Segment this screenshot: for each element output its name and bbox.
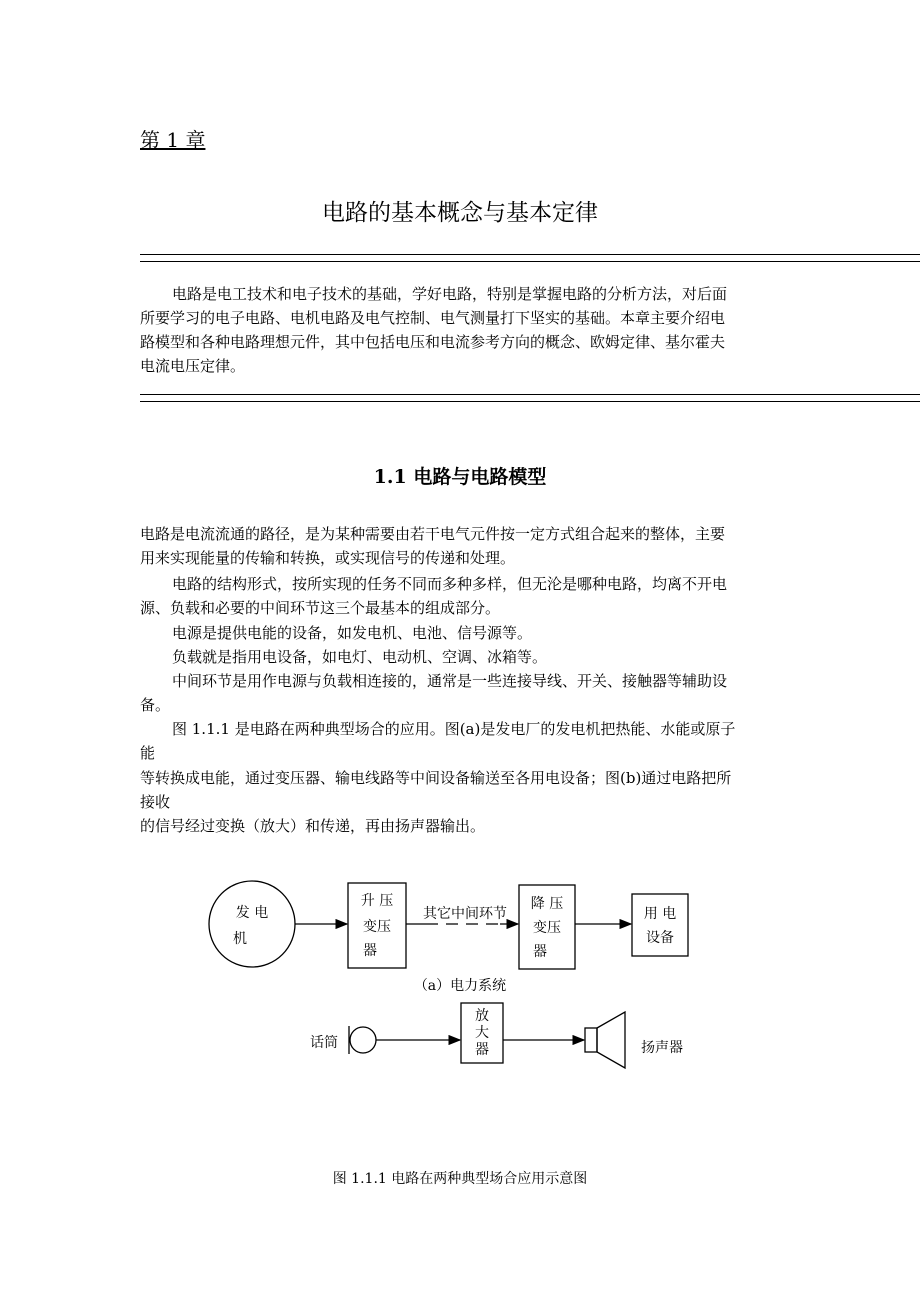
- body-line: 中间环节是用作电源与负载相连接的，通常是一些连接导线、开关、接触器等辅助设: [172, 672, 728, 690]
- body-line: 接收: [140, 793, 171, 811]
- amp-label: 放: [475, 1008, 489, 1024]
- load-box: [632, 894, 688, 956]
- generator-circle: [209, 881, 295, 967]
- speaker-label: 扬声器: [641, 1040, 683, 1056]
- step-up-label: 升 压: [360, 893, 394, 909]
- body-line: 等转换成电能，通过变压器、输电线路等中间设备输送至各用电设备；图(b)通过电路把所: [140, 769, 732, 787]
- mic-label: 话筒: [310, 1035, 338, 1051]
- middle-links-label: 其它中间环节: [423, 906, 507, 922]
- abstract-line: 电路是电工技术和电子技术的基础，学好电路，特别是掌握电路的分析方法，对后面: [172, 285, 728, 303]
- figure-diagram: [0, 860, 920, 1160]
- step-down-label: 变压: [533, 920, 561, 936]
- top-rule-2: [140, 261, 920, 262]
- abstract-line: 路模型和各种电路理想元件，其中包括电压和电流参考方向的概念、欧姆定律、基尔霍夫: [140, 333, 726, 351]
- amp-label: 大: [475, 1025, 489, 1041]
- section-title: 1.1 电路与电路模型: [373, 466, 547, 488]
- body-line: 备。: [140, 696, 171, 714]
- speaker-body: [585, 1028, 597, 1052]
- figure-caption: 图 1.1.1 电路在两种典型场合应用示意图: [332, 1171, 588, 1187]
- body-line: 负载就是指用电设备，如电灯、电动机、空调、冰箱等。: [172, 648, 548, 666]
- mic-circle: [350, 1027, 376, 1053]
- body-line: 用来实现能量的传输和转换，或实现信号的传递和处理。: [140, 549, 516, 567]
- body-line: 源、负载和必要的中间环节这三个最基本的组成部分。: [140, 599, 501, 617]
- chapter-label: 第 1 章: [140, 128, 206, 152]
- abstract-line: 电流电压定律。: [140, 357, 246, 375]
- body-line: 电路是电流流通的路径，是为某种需要由若干电气元件按一定方式组合起来的整体，主要: [140, 525, 726, 543]
- amp-label: 器: [475, 1042, 489, 1058]
- body-line: 电路的结构形式，按所实现的任务不同而多种多样，但无沦是哪种电路，均离不开电: [172, 575, 728, 593]
- step-up-label: 变压: [363, 919, 391, 935]
- bottom-rule-2: [140, 401, 920, 402]
- load-label: 设备: [646, 930, 674, 946]
- generator-label: 发 电: [235, 905, 269, 921]
- body-line: 电源是提供电能的设备，如发电机、电池、信号源等。: [172, 624, 533, 642]
- abstract-line: 所要学习的电子电路、电机电路及电气控制、电气测量打下坚实的基础。本章主要介绍电: [140, 309, 726, 327]
- generator-label: 机: [233, 931, 247, 947]
- body-line: 的信号经过变换（放大）和传递，再由扬声器输出。: [140, 817, 486, 835]
- load-label: 用 电: [643, 906, 677, 922]
- step-down-label: 器: [533, 944, 547, 960]
- body-line: 图 1.1.1 是电路在两种典型场合的应用。图(a)是发电厂的发电机把热能、水能或原子: [172, 720, 736, 738]
- speaker-cone: [597, 1012, 625, 1068]
- bottom-rule-1: [140, 394, 920, 395]
- step-down-label: 降 压: [530, 896, 564, 912]
- top-rule-1: [140, 254, 920, 255]
- step-up-label: 器: [363, 943, 377, 959]
- body-line: 能: [140, 744, 156, 762]
- power-caption: （a）电力系统: [413, 978, 507, 994]
- chapter-title: 电路的基本概念与基本定律: [322, 200, 598, 226]
